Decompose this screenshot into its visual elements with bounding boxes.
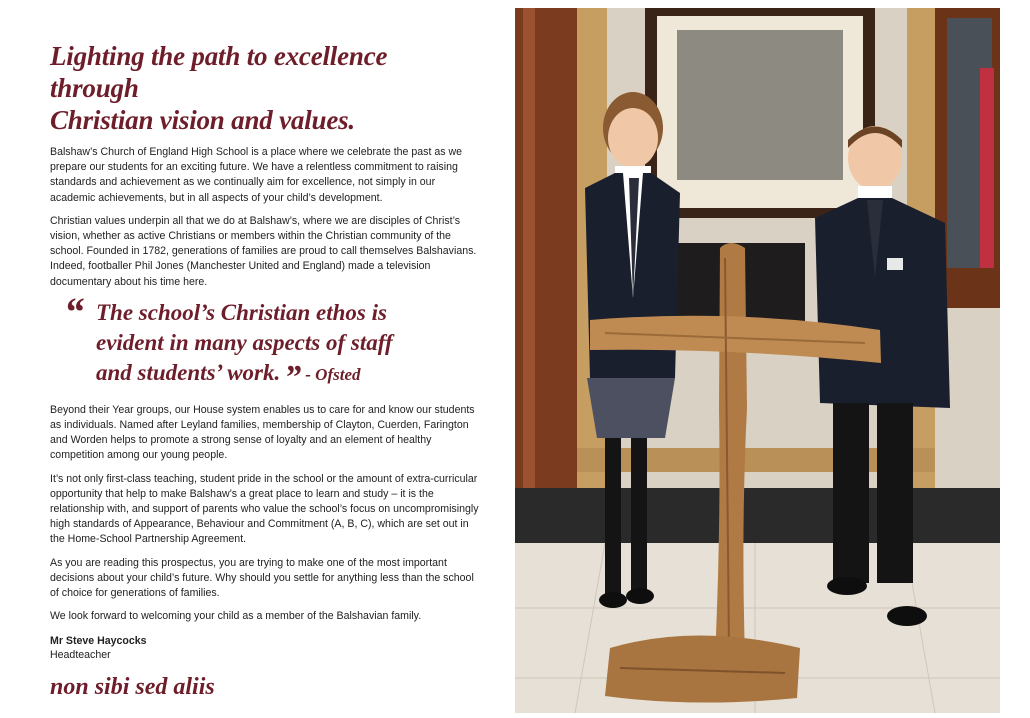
welcome-paragraph: We look forward to welcoming your child as a member of the Balshavian family.	[50, 610, 422, 623]
heading-line-1: Lighting the path to excellence through	[50, 41, 388, 103]
students-with-cross-illustration	[515, 8, 1000, 713]
page-heading	[50, 40, 480, 136]
door-frame-highlight	[523, 8, 535, 528]
students-photo	[515, 8, 1000, 713]
standards-paragraph: It’s not only first-class teaching, student pride in the school or the amount of extra-curricular opportunity that help to make Balshaw’s a great place to learn and study – it is the relationship with, and support of parents who value the school’s focus on uncompromisingly high standards of Appearance, Behaviour and Commitment (A, B, C), which are set out in the Home-School Partnership Agreement.	[50, 472, 479, 546]
dark-skirting	[515, 488, 1000, 543]
decision-paragraph: As you are reading this prospectus, you are trying to make one of the most important decisions about your child’s future. Why should you settle for anything less than the school of choice for generations of families.	[50, 556, 474, 600]
signer-name: Mr Steve Haycocks	[50, 635, 147, 648]
ofsted-quote	[50, 288, 480, 396]
intro-paragraph: Balshaw’s Church of England High School is a place where we celebrate the past as we prepare our students for an exciting future. We have a relentless commitment to raising standards and achievement as we continually aim for excellence, not simply in our academic achievements, but in all aspects of your child’s development.	[50, 146, 463, 204]
quote-line-1: The school’s Christian ethos is	[96, 299, 387, 325]
house-system-paragraph: Beyond their Year groups, our House system enables us to care for and know our students as individuals. Named after Leyland families, membership of Clayton, Cuerden, Farington and Worden helps to promote a strong sense of loyalty and an element of healthy competition among our young people.	[50, 403, 475, 462]
quote-line-2: evident in many aspects of staff	[96, 329, 393, 355]
window-flag	[980, 68, 994, 268]
letter-column	[50, 40, 480, 701]
quote-line-3: and students’ work.	[96, 359, 281, 385]
heading-line-2: Christian vision and values.	[50, 105, 355, 135]
school-motto: non sibi sed aliis	[50, 674, 215, 701]
open-quote-mark: “	[64, 288, 84, 334]
quote-source: - Ofsted	[305, 364, 361, 384]
signer-role: Headteacher	[50, 649, 111, 662]
picture-print	[677, 30, 843, 180]
close-quote-mark: ”	[284, 358, 302, 396]
values-paragraph: Christian values underpin all that we do at Balshaw’s, where we are disciples of Christ’s vision, whether as active Christians or members within the Christian community of the school. Founded in 1782, generations of families are proud to call themselves Balshavians. Indeed, footballer Phil Jones (Manchester United and England) made a television documentary about his time here.	[50, 214, 477, 288]
